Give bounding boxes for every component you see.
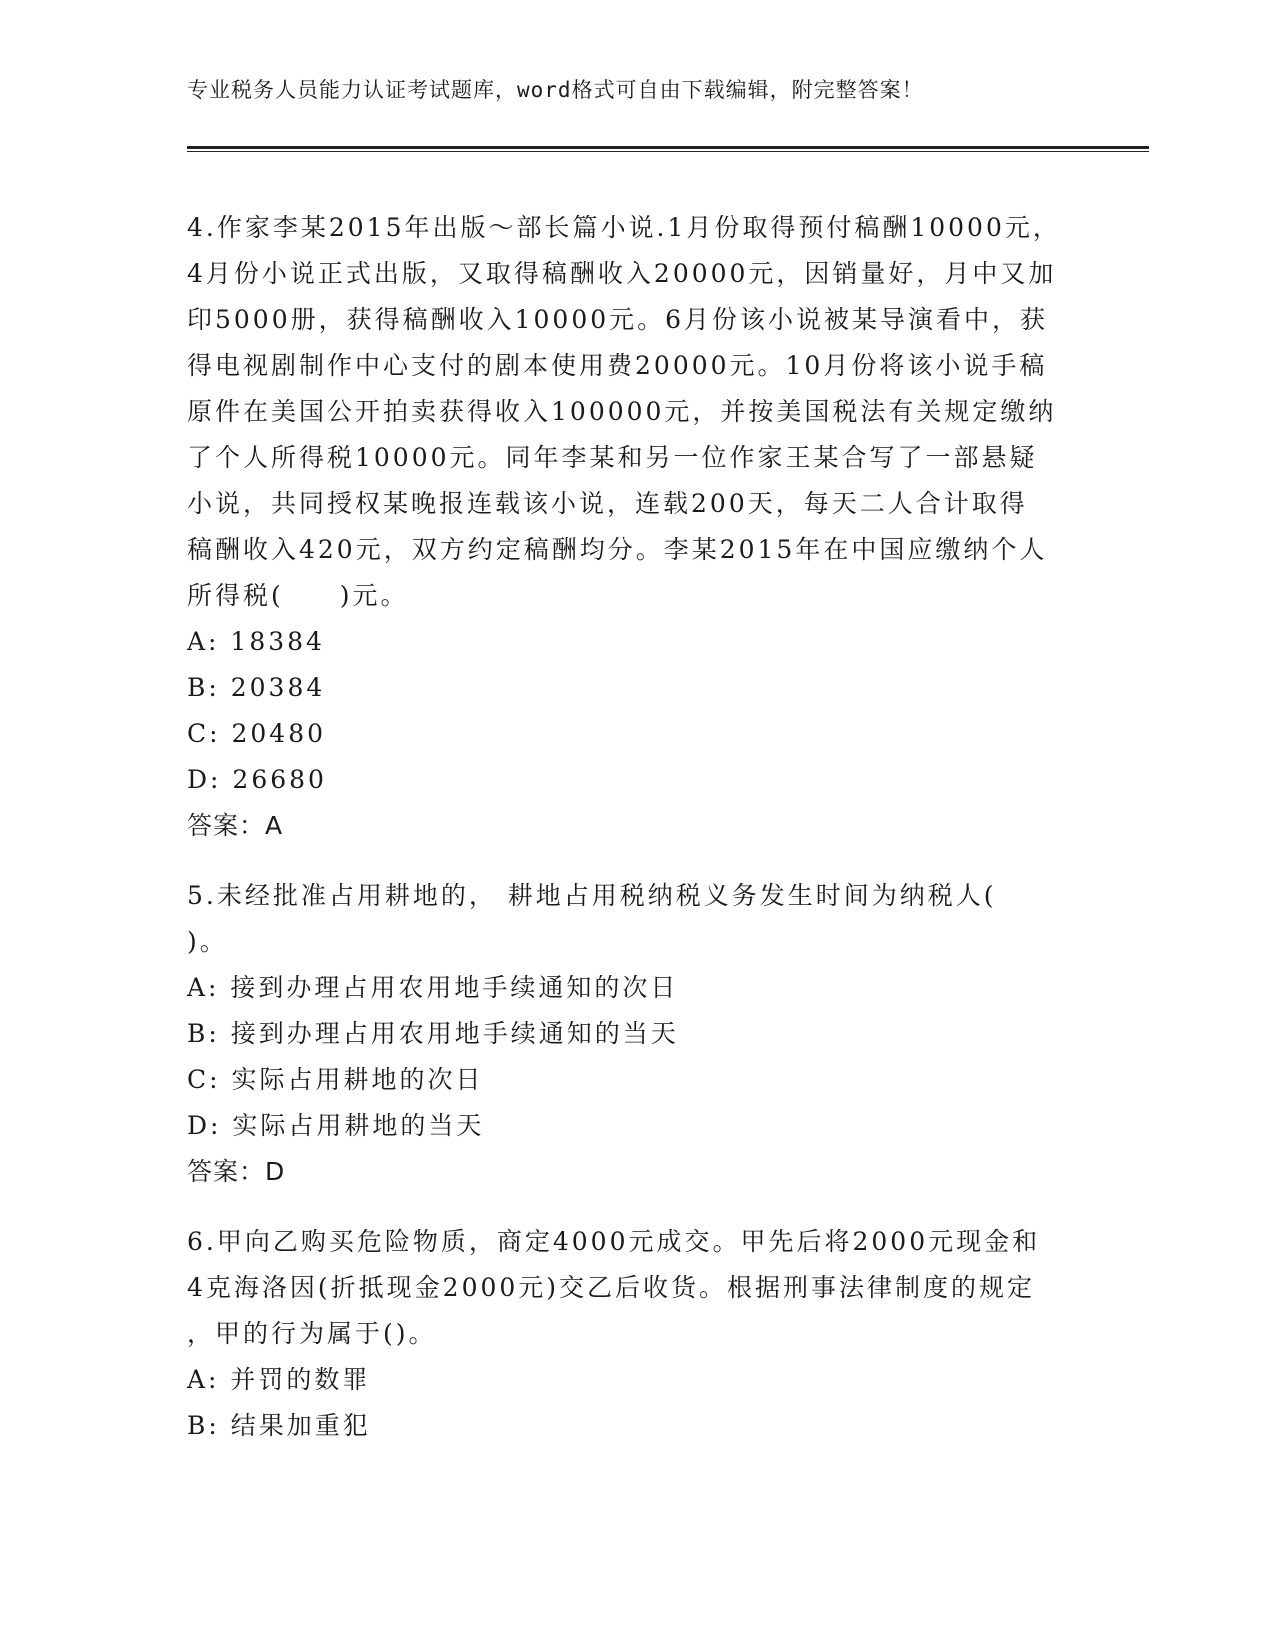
question-list — [187, 205, 1087, 1473]
question-text-line: 4克海洛因(折抵现金2000元)交乙后收货。根据刑事法律制度的规定 — [187, 1273, 1036, 1302]
question-text-line: 4.作家李某2015年出版～部长篇小说.1月份取得预付稿酬10000元， — [187, 213, 1061, 242]
question-text-line: )。 — [187, 927, 228, 956]
question-text-line: 4月份小说正式出版，又取得稿酬收入20000元，因销量好，月中又加 — [187, 259, 1057, 288]
question-6 — [187, 1219, 1087, 1449]
option-c: C: 20480 — [187, 719, 327, 748]
option-c: C: 实际占用耕地的次日 — [187, 1065, 484, 1094]
question-text-line: 6.甲向乙购买危险物质，商定4000元成交。甲先后将2000元现金和 — [187, 1227, 1041, 1256]
option-b: B: 接到办理占用农用地手续通知的当天 — [187, 1019, 679, 1048]
question-4 — [187, 205, 1087, 849]
option-a: A: 接到办理占用农用地手续通知的次日 — [187, 973, 679, 1002]
page-header: 专业税务人员能力认证考试题库，word格式可自由下载编辑，附完整答案！ — [187, 78, 924, 102]
question-text-line: 原件在美国公开拍卖获得收入100000元，并按美国税法有关规定缴纳 — [187, 397, 1057, 426]
option-a: A: 并罚的数罪 — [187, 1365, 371, 1394]
option-b: B: 结果加重犯 — [187, 1411, 371, 1440]
question-text-line: 小说，共同授权某晚报连载该小说，连载200天，每天二人合计取得 — [187, 489, 1028, 518]
question-text-line: 得电视剧制作中心支付的剧本使用费20000元。10月份将该小说手稿 — [187, 351, 1048, 380]
question-text-line: 稿酬收入420元，双方约定稿酬均分。李某2015年在中国应缴纳个人 — [187, 535, 1048, 564]
question-text-line: 了个人所得税10000元。同年李某和另一位作家王某合写了一部悬疑 — [187, 443, 1038, 472]
question-text-line: 所得税( )元。 — [187, 581, 409, 610]
answer-label: 答案：A — [187, 811, 284, 840]
question-5 — [187, 873, 1087, 1195]
header-rule-thick — [187, 146, 1149, 149]
question-text-line: ，甲的行为属于()。 — [187, 1319, 437, 1348]
option-d: D: 26680 — [187, 765, 327, 794]
question-text-line: 印5000册，获得稿酬收入10000元。6月份该小说被某导演看中，获 — [187, 305, 1049, 334]
option-b: B: 20384 — [187, 673, 326, 702]
header-rule-thin — [187, 151, 1149, 152]
question-text-line: 5.未经批准占用耕地的， 耕地占用税纳税义务发生时间为纳税人( — [187, 881, 997, 910]
option-a: A: 18384 — [187, 627, 325, 656]
answer-label: 答案：D — [187, 1157, 286, 1186]
option-d: D: 实际占用耕地的当天 — [187, 1111, 485, 1140]
